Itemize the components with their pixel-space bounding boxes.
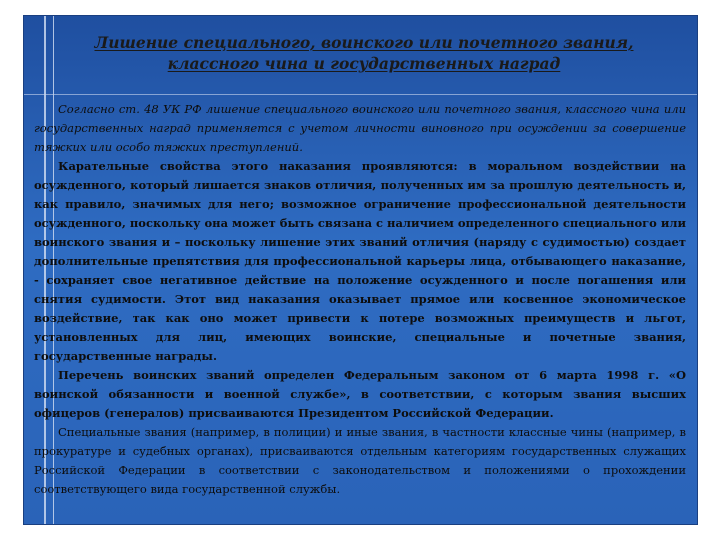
slide — [24, 16, 697, 524]
slide-title: Лишение специального, воинского или почетного звания, классного чина и государственных наград — [94, 33, 634, 73]
paragraph-article-48: Согласно ст. 48 УК РФ лишение специального воинского или почетного звания, классного чина или государственных наград применяется с учетом личности виновного при осуждении за совершение тяжких или особо тяжких преступлений. — [34, 102, 686, 154]
paragraph-special-ranks: Специальные звания (например, в полиции) и иные звания, в частности классные чины (например, в прокуратуре и судебных органах), присваиваются отдельным категориям государственных служащих Российской Федерации в соответствии с законодательством и положениями о прохождении соответствующего вида государственной службы. — [34, 425, 686, 496]
paragraph-punitive-properties: Карательные свойства этого наказания проявляются: в моральном воздействии на осужденного, который лишается знаков отличия, полученных им за прошлую деятельность и, как правило, значимых для него; возможное ограничение профессиональной деятельности осужденного, поскольку она может быть связана с наличием определенного специального или воинского звания и – поскольку лишение этих званий отличия (наряду с судимостью) создает дополнительные препятствия для профессиональной карьеры лица, отбывающего наказание, - сохраняет свое негативное действие на положение осужденного и после погашения или снятия судимости. Этот вид наказания оказывает прямое или косвенное экономическое воздействие, так как оно может привести к потере возможных преимуществ и льгот, установленных для лиц, имеющих воинские, специальные и почетные звания, государственные награды. — [34, 159, 687, 363]
paragraph-military-ranks: Перечень воинских званий определен Федеральным законом от 6 марта 1998 г. «О воинской обязанности и военной службе», в соответствии, с которым звания высших офицеров (генералов) присваиваются Президентом Российской Федерации. — [34, 368, 686, 420]
slide-body — [34, 100, 686, 499]
decorative-horizontal-line — [24, 94, 697, 95]
